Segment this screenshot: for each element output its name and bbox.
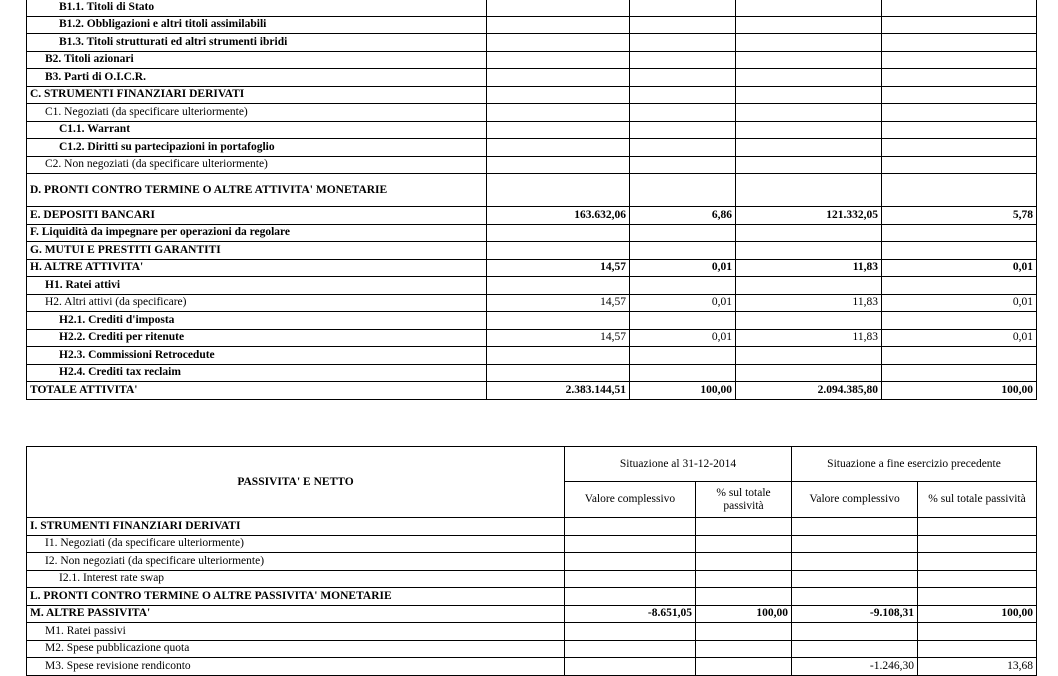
row-value	[696, 658, 792, 676]
row-label: D. PRONTI CONTRO TERMINE O ALTRE ATTIVITA' MONETARIE	[27, 174, 487, 207]
table-row	[27, 0, 1037, 16]
row-value	[487, 121, 630, 139]
row-value	[630, 0, 736, 16]
row-value	[487, 104, 630, 122]
table-row	[27, 347, 1037, 365]
row-value	[882, 121, 1037, 139]
row-value	[882, 34, 1037, 52]
table-row	[27, 277, 1037, 295]
row-value	[696, 588, 792, 606]
table-row	[27, 570, 1037, 588]
row-value	[696, 570, 792, 588]
row-value	[487, 347, 630, 365]
row-value	[736, 34, 882, 52]
row-value: -8.651,05	[565, 605, 696, 623]
row-label: TOTALE ATTIVITA'	[27, 382, 487, 400]
row-value	[882, 16, 1037, 34]
row-value	[736, 174, 882, 207]
row-value	[736, 86, 882, 104]
row-value	[736, 224, 882, 242]
row-label: H2.1. Crediti d'imposta	[27, 312, 487, 330]
attivita-body	[27, 0, 1037, 399]
row-value: 14,57	[487, 329, 630, 347]
row-label: H. ALTRE ATTIVITA'	[27, 259, 487, 277]
passivita-table	[26, 446, 1037, 676]
row-value	[882, 156, 1037, 174]
row-value: 14,57	[487, 259, 630, 277]
row-value	[630, 224, 736, 242]
row-label: C1. Negoziati (da specificare ulteriormente)	[27, 104, 487, 122]
row-label: B2. Titoli azionari	[27, 51, 487, 69]
row-value	[918, 553, 1037, 571]
row-value	[882, 312, 1037, 330]
row-value	[736, 347, 882, 365]
row-value	[882, 139, 1037, 157]
row-value: 100,00	[696, 605, 792, 623]
row-value: 100,00	[882, 382, 1037, 400]
table-row	[27, 104, 1037, 122]
table-row	[27, 382, 1037, 400]
col-perc-previous: % sul totale passività	[918, 482, 1037, 518]
row-value	[918, 518, 1037, 536]
row-label: I. STRUMENTI FINANZIARI DERIVATI	[27, 518, 565, 536]
row-value: 5,78	[882, 207, 1037, 225]
row-value	[487, 139, 630, 157]
row-value	[565, 553, 696, 571]
table-row	[27, 69, 1037, 87]
row-value	[630, 16, 736, 34]
row-value	[696, 640, 792, 658]
row-value	[487, 224, 630, 242]
row-value	[630, 156, 736, 174]
row-value: 121.332,05	[736, 207, 882, 225]
row-value	[882, 364, 1037, 382]
row-value	[565, 640, 696, 658]
row-label: M3. Spese revisione rendiconto	[27, 658, 565, 676]
row-value	[565, 658, 696, 676]
row-label: I2.1. Interest rate swap	[27, 570, 565, 588]
row-value	[792, 623, 918, 641]
row-value	[696, 553, 792, 571]
row-value	[487, 34, 630, 52]
row-label: C1.2. Diritti su partecipazioni in portafoglio	[27, 139, 487, 157]
row-value	[736, 277, 882, 295]
row-value: -1.246,30	[792, 658, 918, 676]
row-value: 0,01	[630, 329, 736, 347]
row-value: 11,83	[736, 329, 882, 347]
row-value	[736, 242, 882, 260]
row-value	[565, 623, 696, 641]
table-row	[27, 553, 1037, 571]
row-value	[736, 312, 882, 330]
row-value	[882, 0, 1037, 16]
table-row	[27, 518, 1037, 536]
row-value	[487, 16, 630, 34]
row-label: M. ALTRE PASSIVITA'	[27, 605, 565, 623]
row-value	[630, 51, 736, 69]
row-value: 163.632,06	[487, 207, 630, 225]
row-value	[882, 104, 1037, 122]
table-row	[27, 294, 1037, 312]
row-value	[487, 51, 630, 69]
row-value	[792, 640, 918, 658]
table-row	[27, 156, 1037, 174]
row-label: M1. Ratei passivi	[27, 623, 565, 641]
row-label: L. PRONTI CONTRO TERMINE O ALTRE PASSIVITA' MONETARIE	[27, 588, 565, 606]
row-value	[565, 588, 696, 606]
table-row	[27, 121, 1037, 139]
row-value: 11,83	[736, 294, 882, 312]
attivita-table	[26, 0, 1037, 400]
row-value	[630, 312, 736, 330]
row-value	[918, 640, 1037, 658]
table-row	[27, 605, 1037, 623]
row-value: 2.094.385,80	[736, 382, 882, 400]
row-value	[736, 139, 882, 157]
row-value	[487, 0, 630, 16]
table-row	[27, 588, 1037, 606]
row-value	[882, 242, 1037, 260]
row-value	[882, 51, 1037, 69]
row-value: 6,86	[630, 207, 736, 225]
row-value	[918, 588, 1037, 606]
row-label: B3. Parti di O.I.C.R.	[27, 69, 487, 87]
row-label: H2.3. Commissioni Retrocedute	[27, 347, 487, 365]
table-row	[27, 640, 1037, 658]
row-value	[487, 69, 630, 87]
row-value	[487, 242, 630, 260]
row-value: 0,01	[630, 259, 736, 277]
row-label: E. DEPOSITI BANCARI	[27, 207, 487, 225]
table-row	[27, 86, 1037, 104]
row-value	[736, 156, 882, 174]
row-label: I2. Non negoziati (da specificare ulteriormente)	[27, 553, 565, 571]
row-value	[630, 139, 736, 157]
row-label: G. MUTUI E PRESTITI GARANTITI	[27, 242, 487, 260]
row-value	[918, 570, 1037, 588]
row-value	[630, 69, 736, 87]
row-value	[882, 174, 1037, 207]
table-row	[27, 364, 1037, 382]
table-row	[27, 259, 1037, 277]
row-value	[630, 242, 736, 260]
row-value	[565, 535, 696, 553]
row-value	[696, 623, 792, 641]
passivita-body	[27, 518, 1037, 676]
col-perc-current: % sul totale passività	[696, 482, 792, 518]
row-value	[792, 553, 918, 571]
table-row	[27, 242, 1037, 260]
row-value	[736, 0, 882, 16]
row-value	[918, 535, 1037, 553]
row-value	[487, 364, 630, 382]
row-value	[736, 364, 882, 382]
row-value	[630, 174, 736, 207]
row-value	[630, 86, 736, 104]
row-value	[487, 86, 630, 104]
row-value	[736, 121, 882, 139]
row-value	[736, 16, 882, 34]
row-value	[918, 623, 1037, 641]
row-value	[882, 86, 1037, 104]
row-value: 2.383.144,51	[487, 382, 630, 400]
row-value	[882, 224, 1037, 242]
row-value	[736, 51, 882, 69]
table-row	[27, 207, 1037, 225]
row-label: H1. Ratei attivi	[27, 277, 487, 295]
row-value: 14,57	[487, 294, 630, 312]
row-value	[565, 518, 696, 536]
row-value: 0,01	[630, 294, 736, 312]
row-value	[630, 277, 736, 295]
row-value: -9.108,31	[792, 605, 918, 623]
table-row	[27, 34, 1037, 52]
col-valore-current: Valore complessivo	[565, 482, 696, 518]
table-row	[27, 658, 1037, 676]
table-row	[27, 224, 1037, 242]
row-label: B1.3. Titoli strutturati ed altri strumenti ibridi	[27, 34, 487, 52]
row-value	[487, 174, 630, 207]
row-value: 13,68	[918, 658, 1037, 676]
row-label: H2.4. Crediti tax reclaim	[27, 364, 487, 382]
row-label: C1.1. Warrant	[27, 121, 487, 139]
row-label: I1. Negoziati (da specificare ulteriormente)	[27, 535, 565, 553]
row-value	[630, 121, 736, 139]
row-value	[882, 347, 1037, 365]
table-row	[27, 535, 1037, 553]
row-label: H2. Altri attivi (da specificare)	[27, 294, 487, 312]
row-label: C2. Non negoziati (da specificare ulteriormente)	[27, 156, 487, 174]
row-label: B1.1. Titoli di Stato	[27, 0, 487, 16]
row-value	[630, 347, 736, 365]
table-row	[27, 16, 1037, 34]
row-value	[630, 364, 736, 382]
table-row	[27, 51, 1037, 69]
row-value	[792, 518, 918, 536]
group-previous-header: Situazione a fine esercizio precedente	[792, 447, 1037, 482]
row-value	[630, 34, 736, 52]
row-value: 100,00	[918, 605, 1037, 623]
row-label: C. STRUMENTI FINANZIARI DERIVATI	[27, 86, 487, 104]
row-value	[696, 518, 792, 536]
row-value: 0,01	[882, 294, 1037, 312]
table-row	[27, 312, 1037, 330]
row-value	[565, 570, 696, 588]
row-value	[487, 277, 630, 295]
row-label: M2. Spese pubblicazione quota	[27, 640, 565, 658]
row-value: 0,01	[882, 329, 1037, 347]
row-label: B1.2. Obbligazioni e altri titoli assimilabili	[27, 16, 487, 34]
group-current-header: Situazione al 31-12-2014	[565, 447, 792, 482]
row-label: F. Liquidità da impegnare per operazioni da regolare	[27, 224, 487, 242]
row-value	[882, 277, 1037, 295]
col-valore-previous: Valore complessivo	[792, 482, 918, 518]
row-value	[630, 104, 736, 122]
row-value	[792, 588, 918, 606]
row-value	[487, 312, 630, 330]
passivita-title: PASSIVITA' E NETTO	[27, 447, 565, 518]
row-value	[882, 69, 1037, 87]
row-value	[696, 535, 792, 553]
row-label: H2.2. Crediti per ritenute	[27, 329, 487, 347]
row-value	[792, 570, 918, 588]
table-row	[27, 623, 1037, 641]
row-value: 0,01	[882, 259, 1037, 277]
row-value	[736, 69, 882, 87]
table-row	[27, 329, 1037, 347]
row-value	[792, 535, 918, 553]
row-value: 100,00	[630, 382, 736, 400]
row-value	[487, 156, 630, 174]
row-value	[736, 104, 882, 122]
table-row	[27, 174, 1037, 207]
table-row	[27, 139, 1037, 157]
row-value: 11,83	[736, 259, 882, 277]
